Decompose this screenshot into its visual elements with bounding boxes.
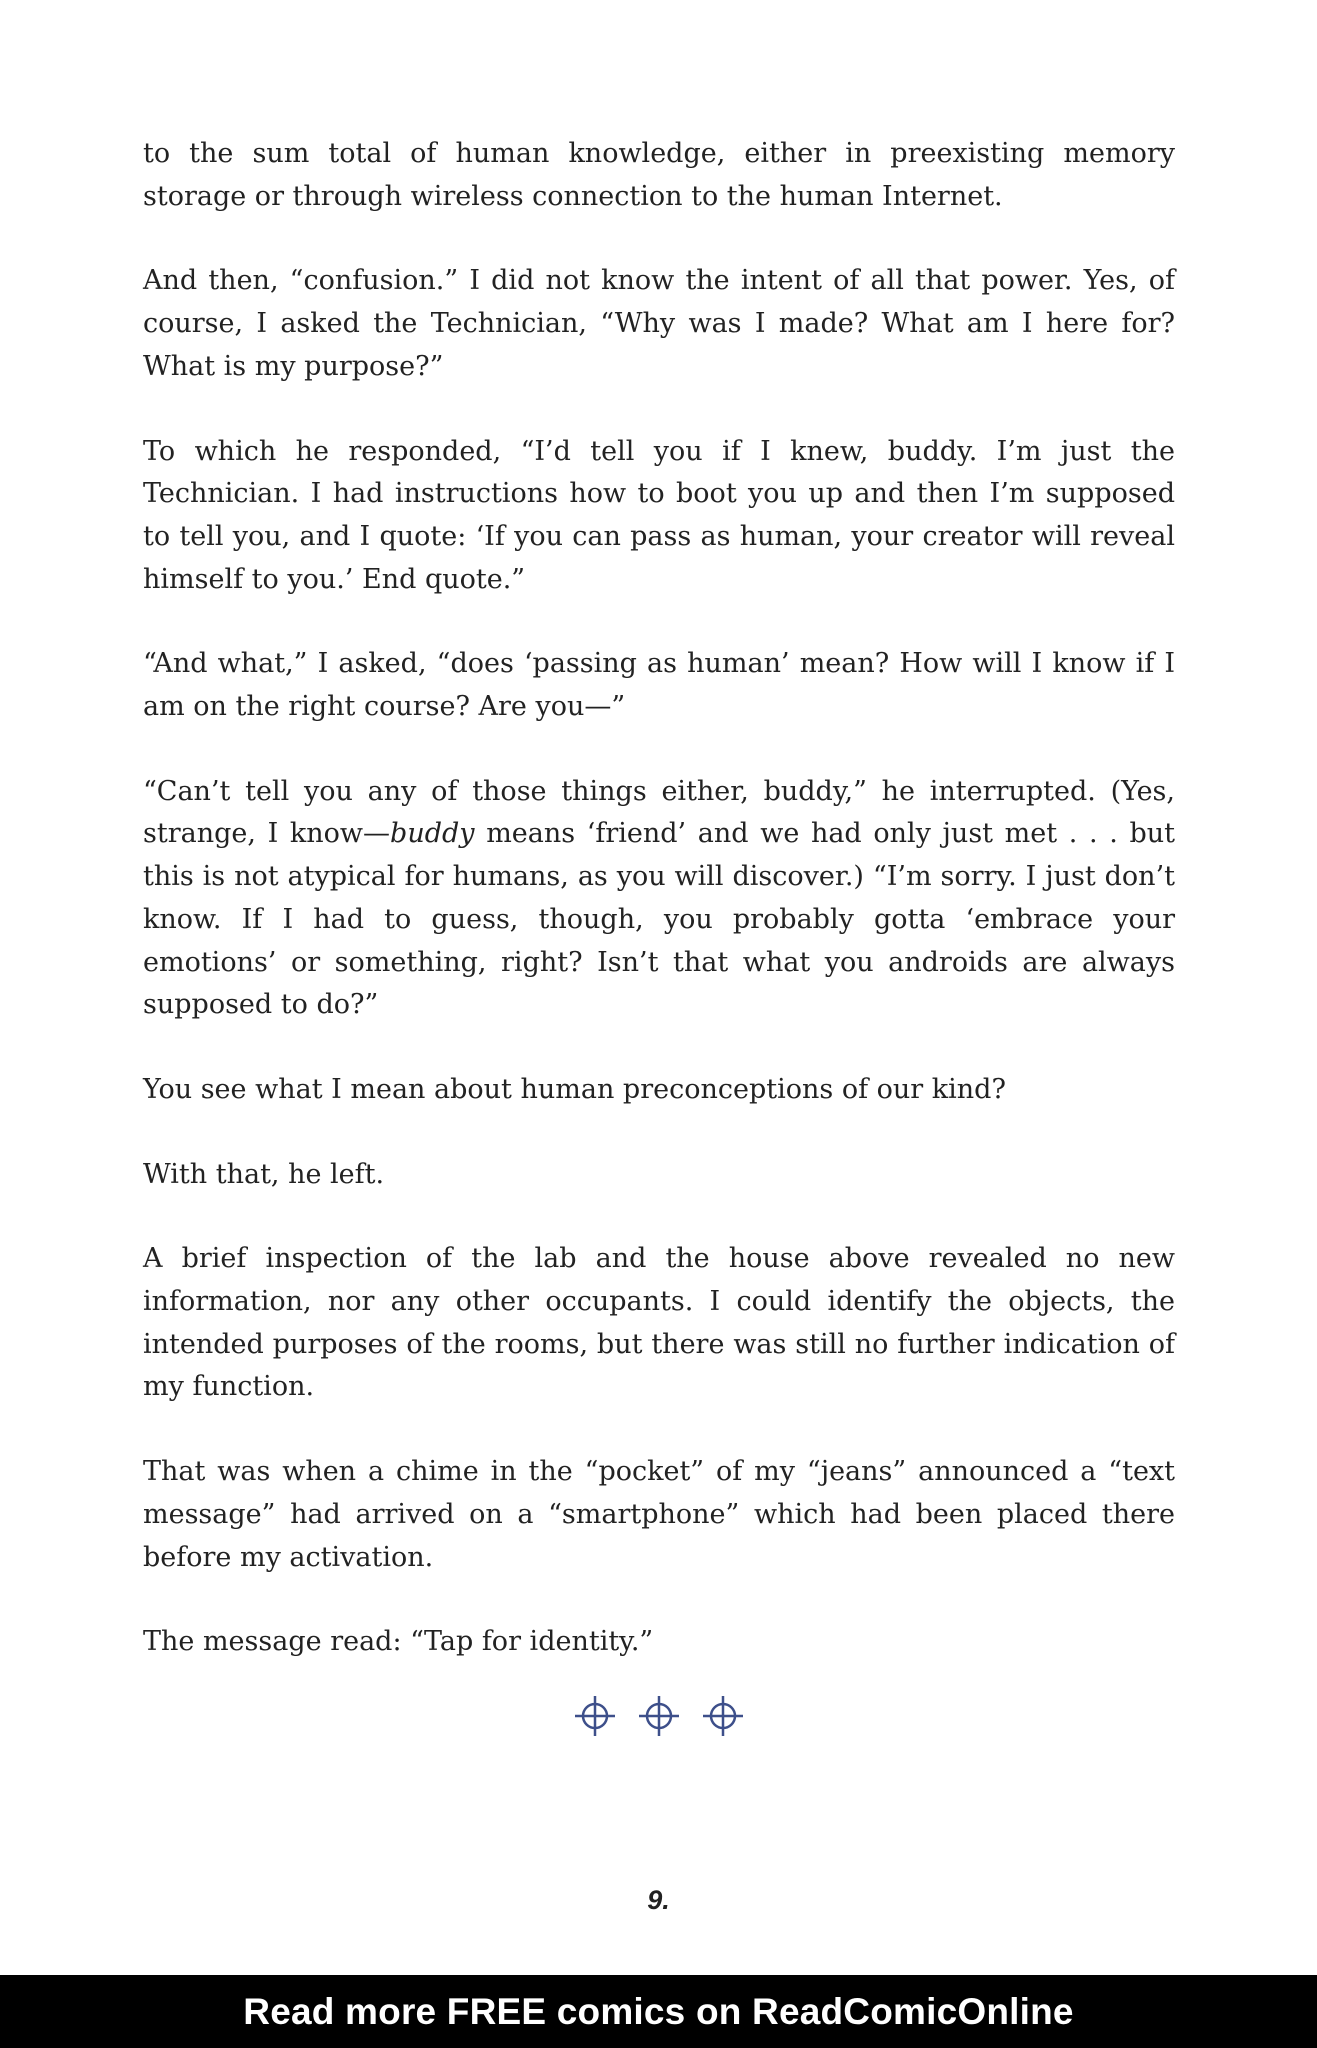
crosshair-icon <box>637 1694 681 1738</box>
paragraph-text-start: “Can’t tell you any of those things either, buddy,” he interrupted. (Yes, strange, I know— <box>143 775 1175 850</box>
page-number: 9. <box>647 1885 670 1915</box>
paragraph: “And what,” I asked, “does ‘passing as human’ mean? How will I know if I am on the right course? Are you—” <box>143 648 1175 723</box>
crosshair-icon <box>573 1694 617 1738</box>
paragraph-italic-word: buddy <box>390 818 475 850</box>
paragraph: to the sum total of human knowledge, either in preexisting memory storage or through wireless connection to the human Internet. <box>143 138 1175 212</box>
paragraph: You see what I mean about human preconceptions of our kind? <box>143 1073 1006 1105</box>
paragraph: A brief inspection of the lab and the house above revealed no new information, nor any other occupants. I could identify the objects, the intended purposes of the rooms, but there was still no further indication of my function. <box>143 1243 1175 1403</box>
paragraph-text-end: means ‘friend’ and we had only just met . . . but this is not atypical for humans, as you will discover.) “I’m sorry. I just don’t know. If I had to guess, though, you probably gotta ‘embrace your emotions’ or something, right? Isn’t that what you androids are always supposed to do?” <box>143 818 1176 1021</box>
body-text <box>143 133 1175 1706</box>
paragraph <box>143 771 1175 1027</box>
paragraph: The message read: “Tap for identity.” <box>143 1626 654 1658</box>
paragraph: To which he responded, “I’d tell you if I knew, buddy. I’m just the Technician. I had instructions how to boot you up and then I’m supposed to tell you, and I quote: ‘If you can pass as human, your creator will reveal himself to you.’ End quote.” <box>143 435 1175 595</box>
paragraph: With that, he left. <box>143 1158 385 1190</box>
promo-banner-link[interactable]: Read more FREE comics on ReadComicOnline <box>243 1990 1074 2032</box>
paragraph: That was when a chime in the “pocket” of my “jeans” announced a “text message” had arrived on a “smartphone” which had been placed there before my activation. <box>143 1456 1175 1573</box>
crosshair-icon <box>701 1694 745 1738</box>
paragraph: And then, “confusion.” I did not know the intent of all that power. Yes, of course, I asked the Technician, “Why was I made? What am I here for? What is my purpose?” <box>143 265 1175 382</box>
promo-banner[interactable] <box>0 1975 1317 2048</box>
section-break-ornament <box>0 1694 1317 1738</box>
